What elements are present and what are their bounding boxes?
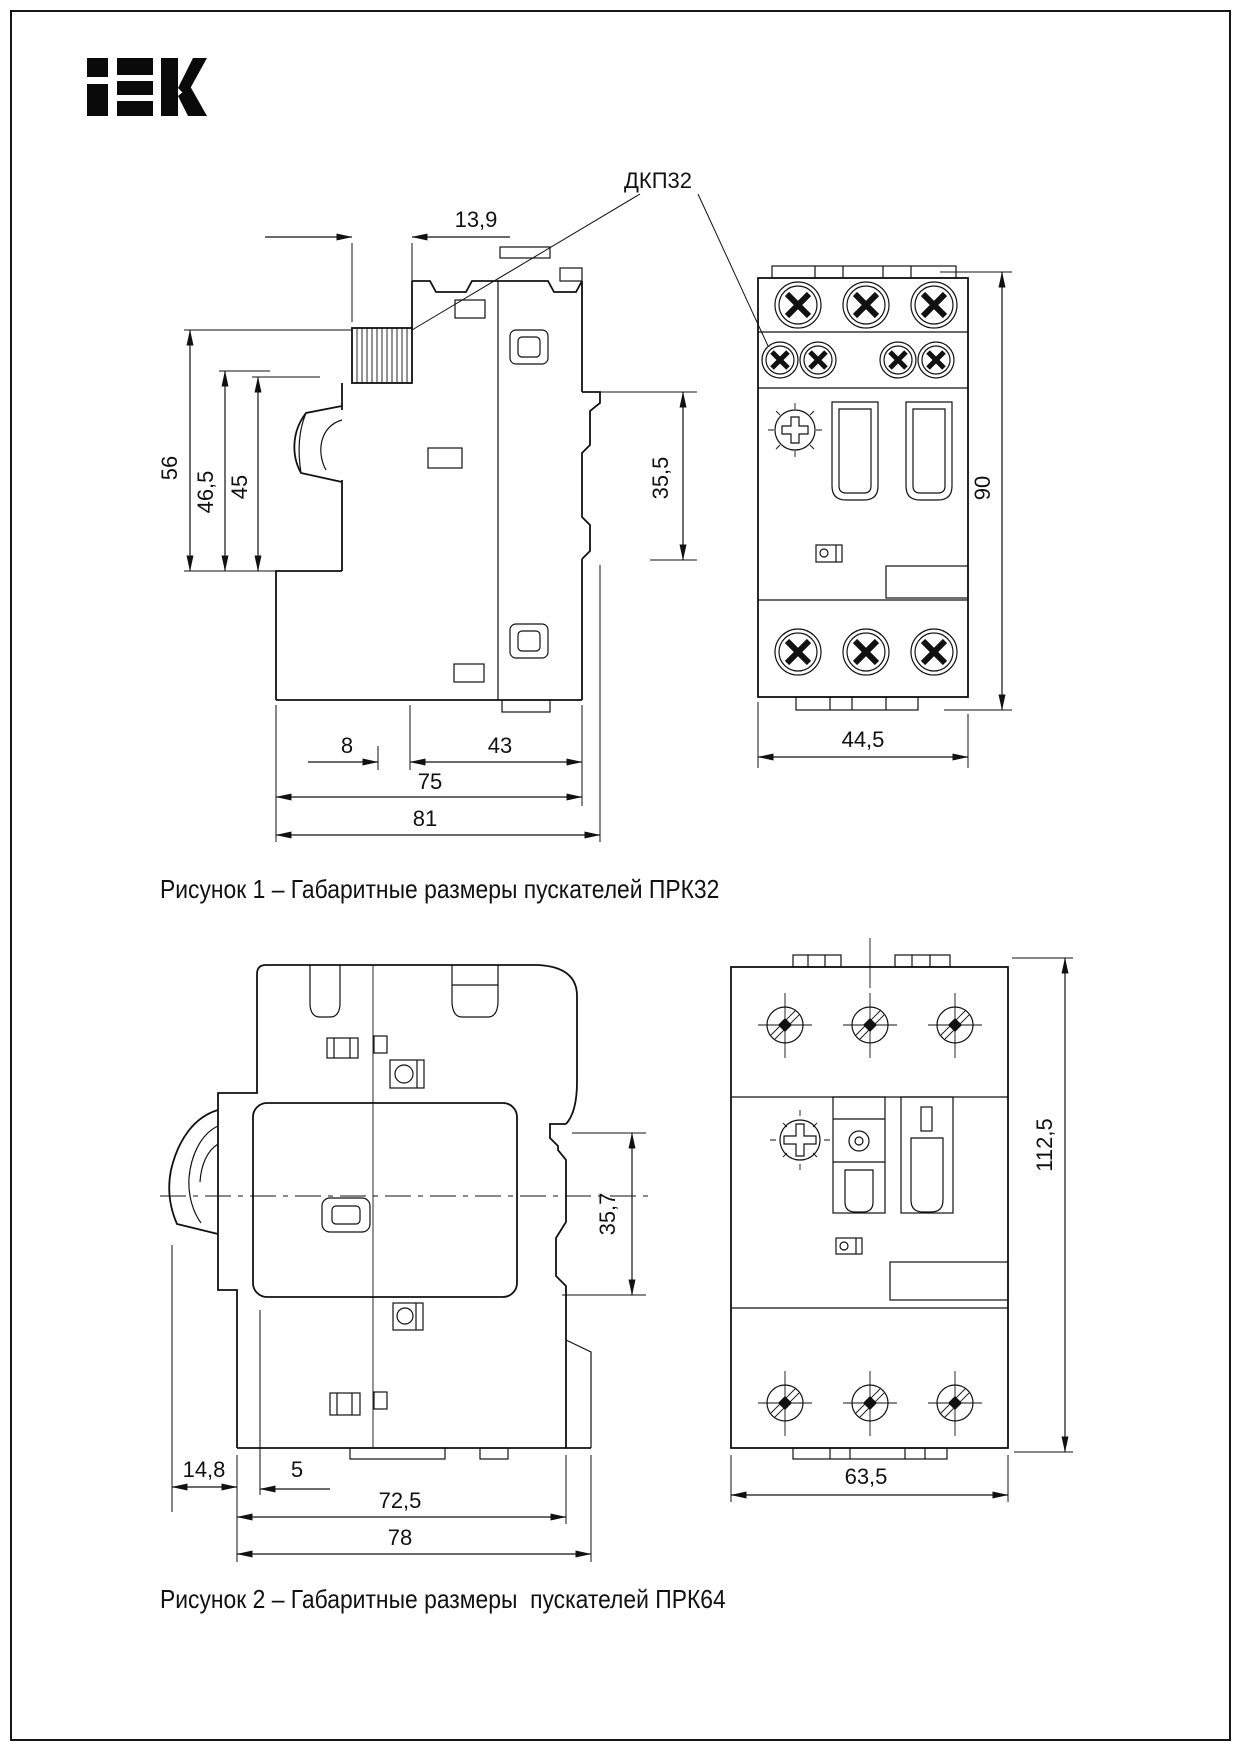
dim-90: 90 bbox=[970, 475, 995, 501]
dim-43: 43 bbox=[487, 733, 513, 758]
test-button bbox=[901, 1097, 953, 1213]
dim-75: 75 bbox=[417, 769, 443, 794]
dim-46-5: 46,5 bbox=[193, 470, 218, 514]
terminal-screws-bottom bbox=[775, 629, 957, 675]
indicator-window-2 bbox=[836, 1238, 862, 1254]
figure1-dimensions bbox=[157, 207, 1012, 842]
dim-78: 78 bbox=[387, 1525, 413, 1550]
dim-14-8: 14,8 bbox=[182, 1457, 226, 1482]
dim-112-5: 112,5 bbox=[1032, 1118, 1057, 1172]
figure1-front-view bbox=[758, 266, 968, 710]
dim-35-7: 35,7 bbox=[595, 1192, 620, 1236]
label-plate-2 bbox=[890, 1262, 1008, 1300]
indicator-window bbox=[816, 545, 842, 562]
terminal-screws-top bbox=[775, 282, 957, 328]
label-plate bbox=[886, 566, 968, 598]
dim-13-9: 13,9 bbox=[454, 207, 498, 232]
dim-35-5: 35,5 bbox=[648, 456, 673, 500]
terminal-ribs bbox=[357, 328, 407, 383]
figure2-side-view bbox=[160, 965, 648, 1459]
trip-unit bbox=[833, 1097, 885, 1213]
dim-45: 45 bbox=[227, 474, 252, 500]
mount-screws-bottom bbox=[758, 1371, 982, 1436]
figure1-callout bbox=[412, 168, 768, 346]
aux-screws-row bbox=[762, 342, 954, 378]
dim-8: 8 bbox=[340, 733, 354, 758]
dim-72-5: 72,5 bbox=[378, 1488, 422, 1513]
adjustment-screw bbox=[770, 1110, 830, 1170]
mount-screws-top bbox=[758, 993, 982, 1058]
iek-logo bbox=[87, 58, 207, 116]
callout-label: ДКП32 bbox=[624, 168, 692, 193]
dim-63-5: 63,5 bbox=[844, 1464, 888, 1489]
adjustment-dial bbox=[768, 403, 822, 457]
figure1-side-view bbox=[276, 247, 600, 712]
figure2-dimensions bbox=[172, 958, 1073, 1562]
dim-44-5: 44,5 bbox=[841, 727, 885, 752]
figure2-front-view bbox=[731, 938, 1008, 1459]
start-stop-buttons bbox=[832, 402, 952, 500]
figure2-caption: Рисунок 2 – Габаритные размеры пускателей ПРК64 bbox=[160, 1584, 726, 1614]
dim-81: 81 bbox=[412, 806, 438, 831]
figure1-caption: Рисунок 1 – Габаритные размеры пускателей ПРК32 bbox=[160, 874, 720, 904]
dim-5: 5 bbox=[290, 1457, 304, 1482]
dim-56: 56 bbox=[157, 455, 182, 481]
